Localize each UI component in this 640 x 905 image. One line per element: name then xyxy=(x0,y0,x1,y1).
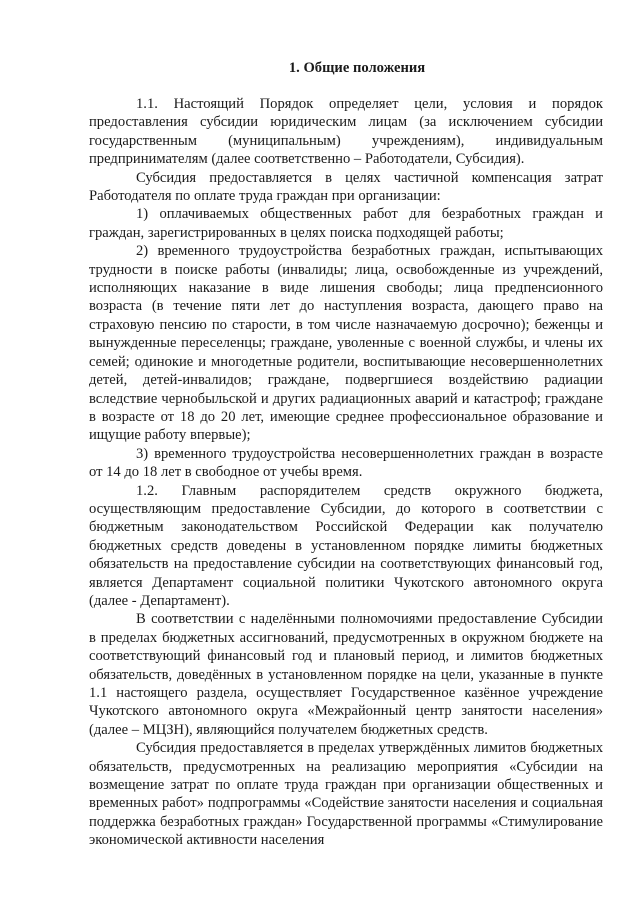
paragraph-1-1: 1.1. Настоящий Порядок определяет цели, условия и порядок предоставления субсидии юридическим лицам (за исключением субсидии государственным (муниципальным) учреждениям), индивидуальным предпринимателям (далее соответственно – Работодатели, Субсидия). xyxy=(89,96,603,168)
document-body xyxy=(89,59,603,850)
paragraph-item-2: 2) временного трудоустройства безработных граждан, испытывающих трудности в поиске работы (инвалиды; лица, освобожденные из учреждений, исполняющих наказание в виде лишения свободы; лица предпенсионного возраста (в течение пяти лет до наступления возраста, дающего право на страховую пенсию по старости, в том числе назначаемую досрочно); беженцы и вынужденные переселенцы; граждане, уволенные с военной службы, и члены их семей; одинокие и многодетные родители, воспитывающие несовершеннолетних детей, детей-инвалидов; граждане, подвергшиеся воздействию радиации вследствие чернобыльской и других радиационных аварий и катастроф; граждане в возрасте от 18 до 20 лет, имеющие среднее профессиональное образование и ищущие работу впервые); xyxy=(89,243,603,444)
paragraph-subsidy-purpose: Субсидия предоставляется в целях частичной компенсация затрат Работодателя по оплате труда граждан при организации: xyxy=(89,169,603,205)
paragraph-item-1: 1) оплачиваемых общественных работ для безработных граждан и граждан, зарегистрированных в целях поиска подходящей работы; xyxy=(89,206,603,241)
paragraph-item-3: 3) временного трудоустройства несовершеннолетних граждан в возрасте от 14 до 18 лет в свободное от учебы время. xyxy=(89,445,603,481)
paragraph-1-2: 1.2. Главным распорядителем средств окружного бюджета, осуществляющим предоставление Субсидии, до которого в соответствии с бюджетным законодательством Российской Федерации как получателю бюджетных средств доведены в установленном порядке лимиты бюджетных обязательств на предоставление субсидии на соответствующих финансовый год, является Департамент социальной политики Чукотского автономного округа (далее - Департамент). xyxy=(89,482,603,609)
paragraph-authority: В соответствии с наделёнными полномочиями предоставление Субсидии в пределах бюджетных ассигнований, предусмотренных в окружном бюджете на соответствующий финансовый год и плановый период, и лимитов бюджетных обязательств, доведённых в установленном порядке на цели, указанные в пункте 1.1 настоящего раздела, осуществляет Государственное казённое учреждение Чукотского автономного округа «Межрайонный центр занятости населения» (далее – МЦЗН), являющийся получателем бюджетных средств. xyxy=(89,611,603,738)
section-heading: 1. Общие положения xyxy=(288,60,426,76)
paragraph-limits: Субсидия предоставляется в пределах утверждённых лимитов бюджетных обязательств, предусмотренных на реализацию мероприятия «Субсидии на возмещение затрат по оплате труда граждан при организации общественных и временных работ» подпрограммы «Содействие занятости населения и социальная поддержка безработных граждан» Государственной программы «Стимулирование экономической активности населения xyxy=(89,740,603,849)
